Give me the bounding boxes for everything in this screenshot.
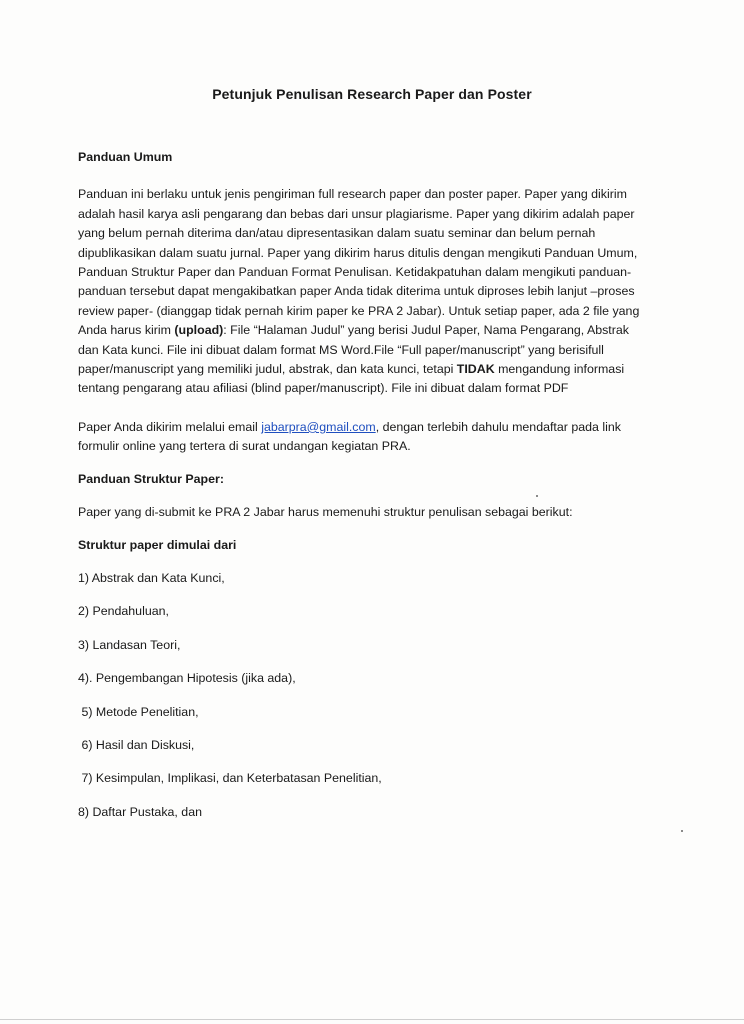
scan-speck: [681, 830, 683, 832]
section-heading-struktur-paper: Panduan Struktur Paper:: [78, 471, 224, 486]
document-body: [78, 148, 648, 822]
scan-speck: [536, 495, 538, 497]
list-item: 4). Pengembangan Hipotesis (jika ada),: [78, 671, 296, 686]
bold-text-tidak: TIDAK: [456, 362, 495, 377]
list-item: 5) Metode Penelitian,: [78, 704, 199, 719]
list-item: 6) Hasil dan Diskusi,: [78, 737, 195, 752]
list-item: 7) Kesimpulan, Implikasi, dan Keterbatasan Penelitian,: [78, 771, 382, 786]
paragraph-text: Panduan ini berlaku untuk jenis pengiriman full research paper dan poster paper. Paper yang dikirim adalah hasil karya asli pengarang dan bebas dari unsur plagiarisme. Paper yang dikirim adalah paper yang belum pernah diterima dan/atau dipresentasikan dalam suatu seminar dan belum pernah dipublikasikan dalam suatu jurnal. Paper yang dikirim harus ditulis dengan mengikuti Panduan Umum, Panduan Struktur Paper dan Panduan Format Penulisan. Ketidakpatuhan dalam mengikuti panduan-panduan tersebut dapat mengakibatkan paper Anda tidak diterima untuk diproses lebih lanjut –proses review paper- (dianggap tidak pernah kirim paper ke PRA 2 Jabar). Untuk setiap paper, ada 2 file yang Anda harus kirim: [78, 187, 640, 338]
list-item: 2) Pendahuluan,: [78, 604, 169, 619]
paragraph-text: , dengan terlebih dahulu mendaftar pada link formulir online yang tertera di surat undangan kegiatan PRA.: [78, 419, 621, 454]
structure-list: [78, 569, 648, 822]
email-link[interactable]: jabarpra@gmail.com: [261, 419, 376, 434]
paragraph-email: [78, 418, 648, 457]
bold-text-upload: (upload): [174, 323, 224, 338]
scan-edge: [0, 1019, 744, 1020]
paragraph-text: mengandung informasi tentang pengarang atau afiliasi (blind paper/manuscript). File ini dibuat dalam format PDF: [78, 362, 625, 396]
subheading-struktur-dimulai: Struktur paper dimulai dari: [78, 537, 237, 552]
list-item: 3) Landasan Teori,: [78, 637, 181, 652]
paragraph-text: : File “Halaman Judul” yang berisi Judul Paper, Nama Pengarang, Abstrak dan Kata kunci. File ini dibuat dalam format MS Word.File “Full paper/manuscript” yang berisifull paper/manuscript yang memiliki judul, abstrak, dan kata kunci, tetapi: [78, 323, 629, 377]
paragraph-text: Paper Anda dikirim melalui email: [78, 419, 262, 434]
document-title: Petunjuk Penulisan Research Paper dan Poster: [212, 86, 532, 102]
paragraph-struktur-intro: Paper yang di-submit ke PRA 2 Jabar harus memenuhi struktur penulisan sebagai berikut:: [78, 505, 573, 520]
paragraph-panduan-umum: [78, 185, 648, 398]
list-item: 8) Daftar Pustaka, dan: [78, 804, 202, 819]
section-heading-panduan-umum: Panduan Umum: [78, 150, 173, 164]
list-item: 1) Abstrak dan Kata Kunci,: [78, 570, 225, 585]
